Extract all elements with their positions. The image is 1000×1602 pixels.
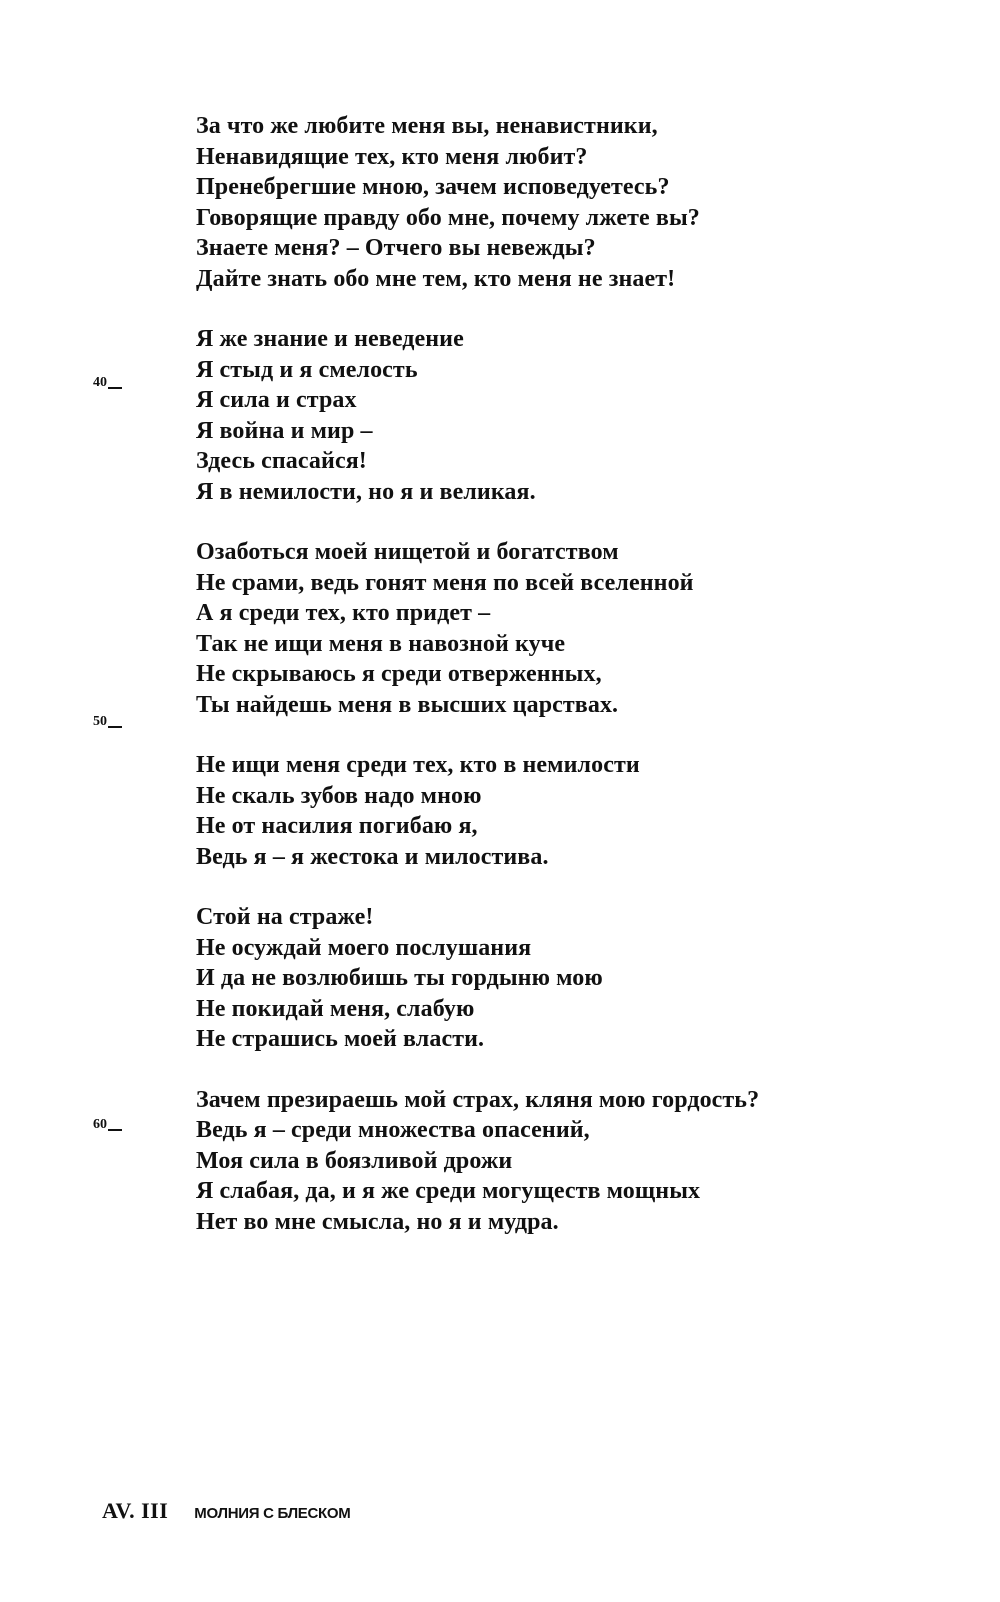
poem-line: Нет во мне смысла, но я и мудра. bbox=[196, 1208, 559, 1235]
line-number: 50 bbox=[93, 714, 107, 729]
page-footer bbox=[102, 1498, 350, 1524]
line-number-tick bbox=[108, 1129, 122, 1131]
poem-line: Стой на страже! bbox=[196, 904, 374, 930]
poem-line: Ты найдешь меня в высших царствах. bbox=[196, 691, 619, 718]
stanza-6 bbox=[196, 1085, 956, 1238]
poem-line: Так не ищи меня в навозной куче bbox=[196, 630, 566, 657]
line-number: 60 bbox=[93, 1117, 107, 1132]
line-number-tick bbox=[108, 726, 122, 728]
line-number-marker bbox=[93, 1117, 122, 1133]
poem-line: Я слабая, да, и я же среди могуществ мощных bbox=[196, 1178, 701, 1204]
poem-line: Я в немилости, но я и великая. bbox=[196, 478, 536, 505]
poem-line: За что же любите меня вы, ненавистники, bbox=[196, 113, 658, 139]
poem-line: А я среди тех, кто придет – bbox=[196, 600, 491, 626]
running-title: МОЛНИЯ С БЛЕСКОМ bbox=[194, 1505, 351, 1522]
poem-line: И да не возлюбишь ты гордыню мою bbox=[196, 965, 603, 991]
line-number-marker bbox=[93, 714, 122, 730]
poem-line: Моя сила в боязливой дрожи bbox=[196, 1147, 513, 1174]
poem-line: Зачем презираешь мой страх, кляня мою гордость? bbox=[196, 1086, 760, 1113]
poem-line: Ведь я – среди множества опасений, bbox=[196, 1117, 590, 1143]
stanza-2 bbox=[196, 324, 956, 507]
poem-line: Знаете меня? – Отчего вы невежды? bbox=[196, 235, 596, 261]
poem-line: Говорящие правду обо мне, почему лжете вы? bbox=[196, 204, 700, 231]
stanza-3 bbox=[196, 537, 956, 720]
line-number-tick bbox=[108, 387, 122, 389]
line-number: 40 bbox=[93, 375, 107, 390]
poem-line: Не скаль зубов надо мною bbox=[196, 782, 482, 809]
poem-line: Ненавидящие тех, кто меня любит? bbox=[196, 143, 588, 170]
line-number-marker bbox=[93, 375, 122, 391]
poem-line: Я война и мир – bbox=[196, 417, 373, 444]
poem-line: Не срами, ведь гонят меня по всей вселенной bbox=[196, 569, 694, 596]
stanza-4 bbox=[196, 750, 956, 872]
poem-line: Не осуждай моего послушания bbox=[196, 934, 532, 961]
poem-line: Я же знание и неведение bbox=[196, 326, 464, 352]
poem-line: Здесь спасайся! bbox=[196, 448, 367, 474]
poem-line: Не покидай меня, слабую bbox=[196, 995, 475, 1022]
stanza-1 bbox=[196, 111, 956, 294]
poem-line: Не ищи меня среди тех, кто в немилости bbox=[196, 752, 640, 778]
poem-line: Не от насилия погибаю я, bbox=[196, 813, 478, 839]
poem-text bbox=[196, 111, 956, 1267]
poem-line: Пренебрегшие мною, зачем исповедуетесь? bbox=[196, 174, 670, 200]
poem-line: Я стыд и я смелость bbox=[196, 356, 418, 383]
section-label: AV. III bbox=[102, 1498, 169, 1523]
poem-line: Не страшись моей власти. bbox=[196, 1026, 485, 1052]
poem-line: Ведь я – я жестока и милостива. bbox=[196, 843, 549, 870]
stanza-5 bbox=[196, 902, 956, 1055]
poem-line: Дайте знать обо мне тем, кто меня не знает! bbox=[196, 265, 676, 292]
poem-line: Озаботься моей нищетой и богатством bbox=[196, 539, 619, 565]
poem-line: Я сила и страх bbox=[196, 387, 357, 413]
poem-line: Не скрываюсь я среди отверженных, bbox=[196, 661, 602, 687]
